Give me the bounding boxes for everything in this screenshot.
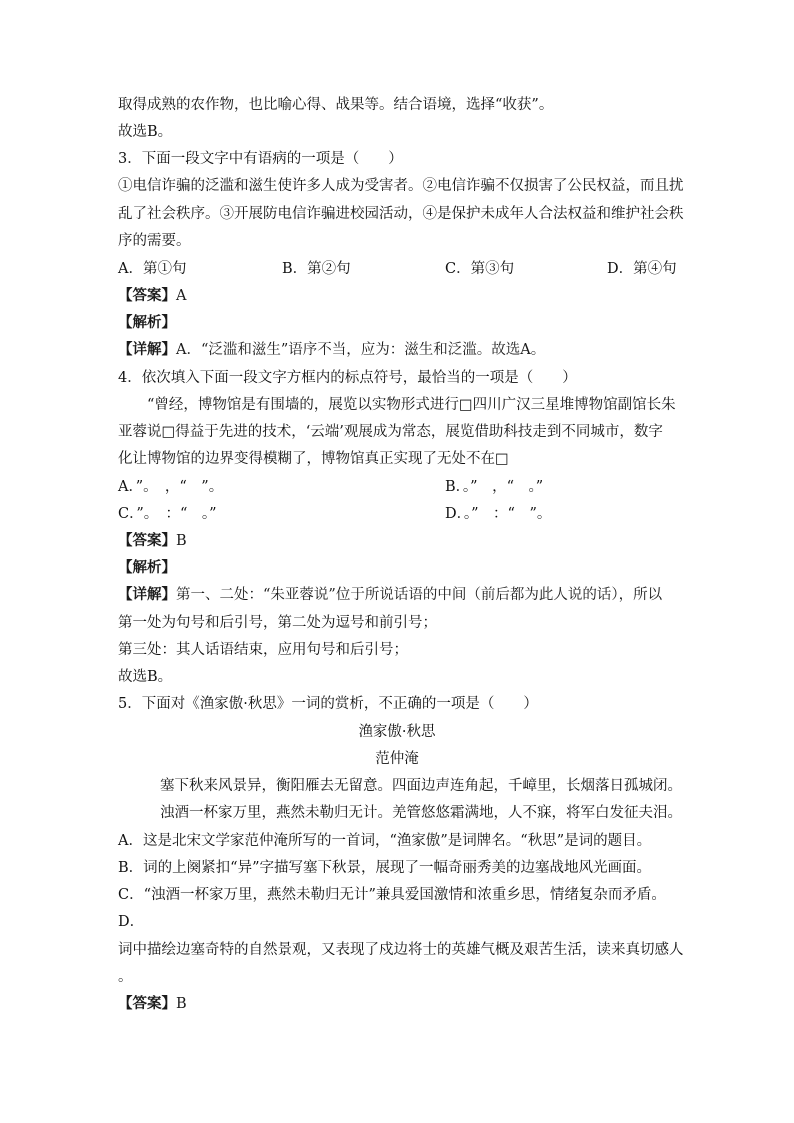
analysis-label: 【解析】	[118, 559, 176, 576]
option-b[interactable]: B．。” ，“ 。”	[445, 479, 544, 495]
text-line: 取得成熟的农作物，也比喻心得、战果等。结合语境，选择“收获”。	[118, 97, 554, 113]
option-d-text: 词中描绘边塞奇特的自然景观，又表现了戍边将士的英雄气概及艰苦生活，读来真切感人	[118, 942, 684, 958]
detail-line	[118, 340, 545, 360]
option-b[interactable]: B．第②句	[282, 261, 351, 277]
analysis-label: 【解析】	[118, 314, 176, 331]
passage-line: “曾经，博物馆是有围墙的，展览以实物形式进行□四川广汉三星堆博物馆副馆长朱	[147, 397, 676, 413]
passage-line: 化让博物馆的边界变得模糊了，博物馆真正实现了无处不在□	[118, 451, 509, 467]
detail-line	[118, 585, 662, 605]
option-d-text: 。	[118, 969, 133, 985]
question-5-stem: 5．下面对《渔家傲·秋思》一词的赏析，不正确的一项是（ ）	[118, 696, 538, 712]
option-c[interactable]: C．”。 ：“ 。”	[118, 506, 217, 522]
question-3-stem: 3．下面一段文字中有语病的一项是（ ）	[118, 151, 403, 167]
answer-line	[118, 531, 187, 551]
detail-text: 第一、二处：“朱亚蓉说”位于所说话语的中间（前后都为此人说的话），所以	[176, 587, 663, 603]
poem-line: 浊酒一杯家万里，燕然未勒归无计。羌管悠悠霜满地，人不寐，将军白发征夫泪。	[160, 805, 682, 821]
option-a[interactable]: A．这是北宋文学家范仲淹所写的一首词，“渔家傲”是词牌名。“秋思”是词的题目。	[118, 833, 652, 849]
option-c[interactable]: C．“浊酒一杯家万里，燕然未勒归无计”兼具爱国激情和浓重乡思，情绪复杂而矛盾。	[118, 887, 666, 903]
detail-text: A．“泛滥和滋生”语序不当，应为：滋生和泛滥。故选A。	[176, 342, 546, 358]
answer-value: A	[176, 288, 187, 304]
poem-title: 渔家傲·秋思	[358, 724, 436, 740]
option-d[interactable]: D．第④句	[607, 261, 677, 277]
passage-line: 序的需要。	[118, 233, 191, 249]
answer-value: B	[176, 996, 187, 1012]
option-a[interactable]: A．”。 ，“ ”。	[118, 479, 224, 495]
detail-line: 第一处为句号和后引号，第二处为逗号和前引号；	[118, 615, 437, 631]
detail-tag: 【详解】	[118, 586, 176, 603]
answer-value: B	[176, 533, 187, 549]
option-a[interactable]: A．第①句	[118, 261, 187, 277]
detail-line: 故选B。	[118, 669, 173, 685]
option-d[interactable]: D．。” ：“ ”。	[445, 506, 552, 522]
passage-line: 乱了社会秩序。③开展防电信诈骗进校园活动，④是保护未成年人合法权益和维护社会秩	[118, 206, 684, 222]
detail-tag: 【详解】	[118, 341, 176, 358]
answer-tag: 【答案】	[118, 287, 176, 304]
option-d[interactable]: D．	[118, 914, 145, 930]
answer-tag: 【答案】	[118, 995, 176, 1012]
option-b[interactable]: B．词的上阕紧扣“异”字描写塞下秋景，展现了一幅奇丽秀美的边塞战地风光画面。	[118, 860, 651, 876]
question-4-stem: 4．依次填入下面一段文字方框内的标点符号，最恰当的一项是（ ）	[118, 370, 577, 386]
option-c[interactable]: C．第③句	[445, 261, 515, 277]
analysis-tag	[118, 558, 176, 578]
answer-line	[118, 286, 186, 306]
poem-author: 范仲淹	[375, 751, 419, 767]
answer-line	[118, 994, 187, 1014]
text-line: 故选B。	[118, 124, 173, 140]
passage-line: 亚蓉说□得益于先进的技术，‘云端’观展成为常态，展览借助科技走到不同城市，数字	[118, 424, 663, 440]
poem-line: 塞下秋来风景异，衡阳雁去无留意。四面边声连角起，千嶂里，长烟落日孤城闭。	[160, 778, 682, 794]
analysis-tag	[118, 313, 176, 333]
passage-line: ①电信诈骗的泛滥和滋生使许多人成为受害者。②电信诈骗不仅损害了公民权益，而且扰	[118, 178, 684, 194]
detail-line: 第三处：其人话语结束，应用句号和后引号；	[118, 642, 408, 658]
answer-tag: 【答案】	[118, 532, 176, 549]
